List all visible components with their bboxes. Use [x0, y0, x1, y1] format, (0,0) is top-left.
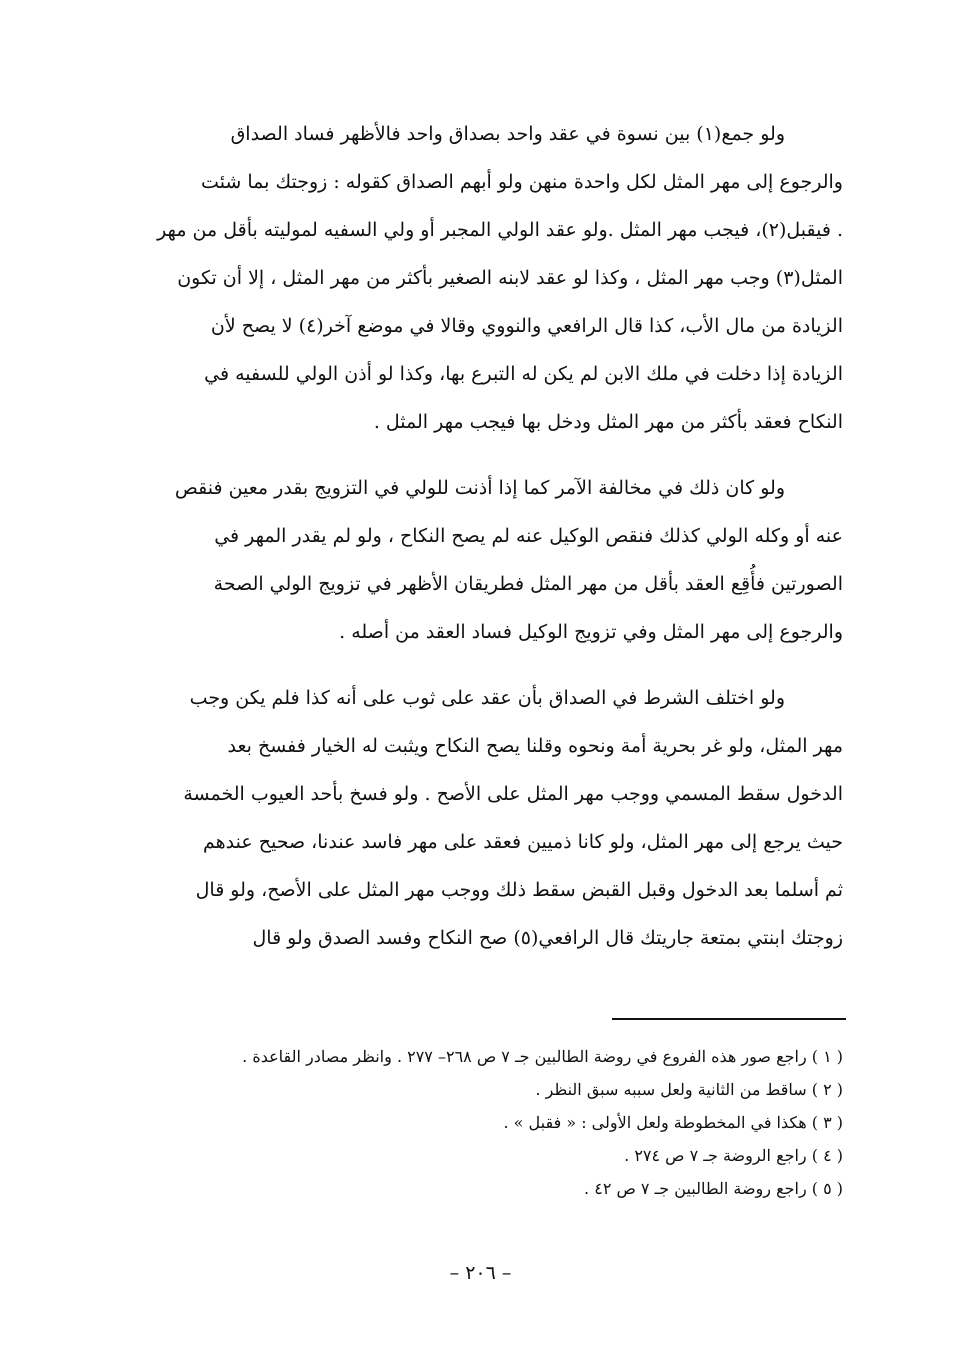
paragraph-2 — [101, 464, 843, 656]
text-line: ولو جمع(١) بين نسوة في عقد واحد بصداق واحد فالأظهر فساد الصداق — [230, 123, 785, 145]
text-line: والرجوع إلى مهر المثل لكل واحدة منهن ولو أبهم الصداق كقوله : زوجتك بما شئت — [201, 171, 843, 193]
text-line: الدخول سقط المسمي ووجب مهر المثل على الأصح . ولو فسخ بأحد العيوب الخمسة — [183, 783, 843, 805]
text-line: والرجوع إلى مهر المثل وفي تزويج الوكيل فساد العقد من أصله . — [339, 621, 843, 643]
footnote-1: ( ١ ) راجع صور هذه الفروع في روضة الطالبين جـ ٧ ص ٢٦٨– ٢٧٧ . وانظر مصادر القاعدة . — [242, 1047, 843, 1066]
page-number: – ٢٠٦ – — [449, 1262, 512, 1284]
text-line: عنه أو وكله الولي كذلك فنقص الوكيل عنه لم يصح النكاح ، ولو لم يقدر المهر في — [214, 525, 843, 547]
footnote-4: ( ٤ ) راجع الروضة جـ ٧ ص ٢٧٤ . — [624, 1146, 843, 1165]
main-text — [101, 110, 843, 980]
text-line: النكاح فعقد بأكثر من مهر المثل ودخل بها فيجب مهر المثل . — [373, 411, 843, 433]
text-line: الزيادة من مال الأب، كذا قال الرافعي والنووي وقالا في موضع آخر(٤) لا يصح لأن — [210, 315, 843, 337]
text-line: ولو اختلف الشرط في الصداق بأن عقد على ثوب على أنه كذا فلم يكن وجب — [189, 687, 785, 709]
text-line: حيث يرجع إلى مهر المثل، ولو كانا ذميين فعقد على مهر فاسد عندنا، صحيح عندهم — [202, 831, 843, 853]
footnotes — [101, 1040, 843, 1205]
footnote-3: ( ٣ ) هكذا في المخطوطة ولعل الأولى : « فقبل » . — [503, 1113, 843, 1132]
text-line: ثم أسلما بعد الدخول وقبل القبض سقط ذلك ووجب مهر المثل على الأصح، ولو قال — [195, 879, 843, 901]
text-line: مهر المثل، ولو غر بحرية أمة ونحوه وقلنا يصح النكاح ويثبت له الخيار ففسخ بعد — [227, 735, 843, 757]
footnote-separator — [612, 1018, 846, 1020]
text-line: ولو كان ذلك في مخالفة الآمر كما إذا أذنت للولي في التزويج بقدر معين فنقص — [174, 477, 785, 499]
text-line: الصورتين فأُقِع العقد بأقل من مهر المثل فطريقان الأظهر في تزويج الولي الصحة — [213, 573, 843, 595]
paragraph-1 — [101, 110, 843, 446]
text-line: . فيقبل(٢)، فيجب مهر المثل .ولو عقد الولي المجبر أو ولي السفيه لموليته بأقل من مهر — [157, 219, 843, 241]
footnote-5: ( ٥ ) راجع روضة الطالبين جـ ٧ ص ٤٢ . — [584, 1179, 843, 1198]
text-line: المثل(٣) وجب مهر المثل ، وكذا لو عقد لابنه الصغير بأكثر من مهر المثل ، إلا أن تكون — [177, 267, 843, 289]
paragraph-3 — [101, 674, 843, 962]
text-line: الزيادة إذا دخلت في ملك الابن لم يكن له التبرع بها، وكذا لو أذن الولي للسفيه في — [204, 363, 843, 385]
text-line: زوجتك ابنتي بمتعة جاريتك قال الرافعي(٥) صح النكاح وفسد الصدق ولو قال — [252, 927, 843, 949]
footnote-2: ( ٢ ) ساقط من الثانية ولعل سببه سبق النظر . — [535, 1080, 843, 1099]
